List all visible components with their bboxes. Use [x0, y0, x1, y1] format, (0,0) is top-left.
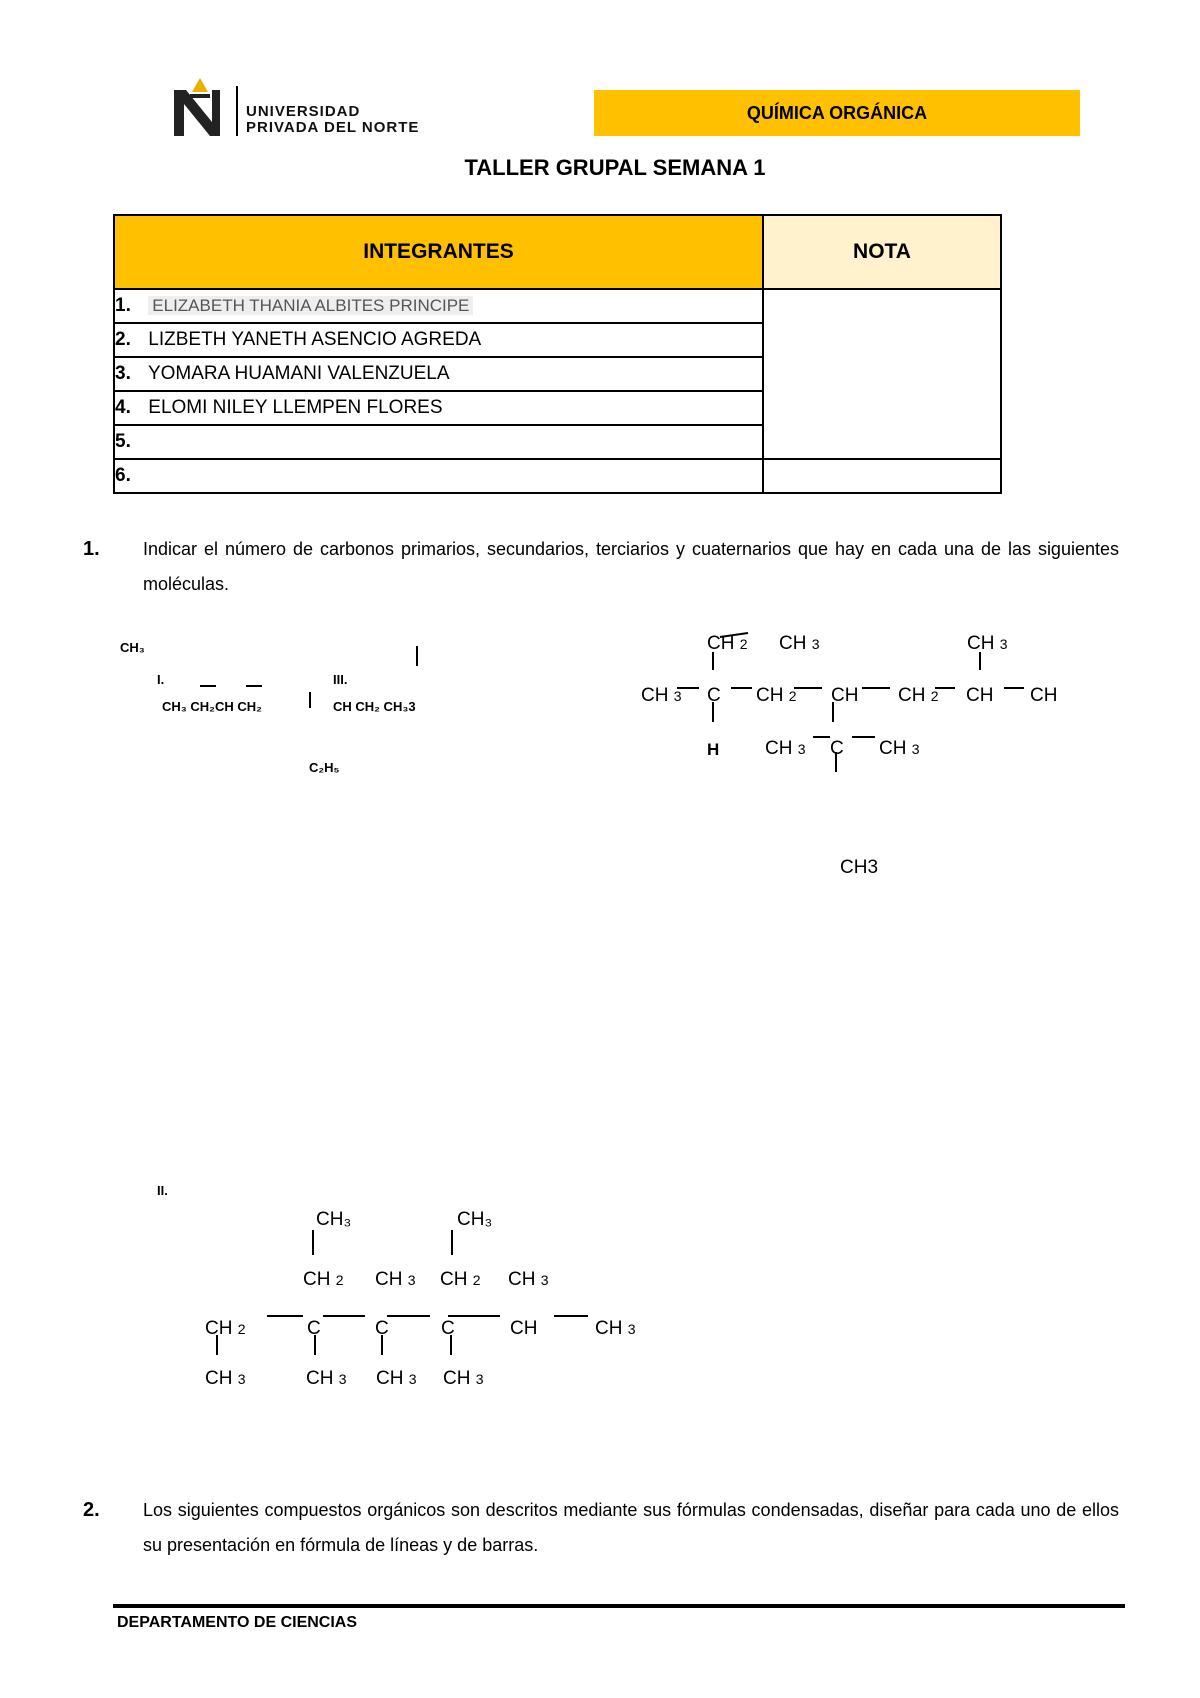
mol3-bottom: CH3 — [840, 857, 879, 878]
question-text: Los siguientes compuestos orgánicos son descritos mediante sus fórmulas condensadas, diseñar para cada uno de ellos su presentación en fórmula de líneas y de barras. — [143, 1500, 1119, 1555]
mol2-label: II. — [157, 1183, 168, 1198]
mol2-r1d — [508, 1269, 549, 1291]
mol3-hydrogen: H — [707, 740, 720, 759]
member-number: 3. — [115, 363, 131, 384]
mol3-b3 — [879, 738, 920, 760]
subscript: 2 — [930, 688, 939, 704]
course-title: QUÍMICA ORGÁNICA — [746, 102, 928, 123]
atom: CH — [967, 633, 995, 654]
mol2-m1 — [205, 1318, 246, 1340]
subscript: 2 — [788, 688, 797, 704]
mol3-c2: C — [707, 685, 721, 706]
atom: CH — [205, 1318, 233, 1339]
question-2 — [83, 1493, 1119, 1563]
atom: CH — [707, 633, 735, 654]
subscript: 2 — [472, 1272, 481, 1288]
members-column-header: INTEGRANTES — [114, 215, 763, 289]
mol2-b1 — [205, 1368, 246, 1390]
member-number: 4. — [115, 397, 131, 418]
mol2-top-b: CH₃ — [457, 1209, 493, 1230]
subscript: 2 — [335, 1272, 344, 1288]
mol1-label-i: I. — [157, 672, 165, 687]
member-number: 2. — [115, 329, 131, 350]
mol3-c5 — [898, 685, 939, 707]
member-number: 1. — [115, 295, 131, 316]
atom: CH — [303, 1269, 331, 1290]
subscript: 2 — [739, 636, 748, 652]
member-number: 6. — [115, 465, 131, 486]
page-title: TALLER GRUPAL SEMANA 1 — [464, 155, 766, 180]
mol2-b2 — [306, 1368, 347, 1390]
mol3-top-1 — [707, 633, 748, 655]
mol3-c7: CH — [1030, 685, 1058, 706]
grade-column-header: NOTA — [763, 215, 1001, 289]
member-number: 5. — [115, 431, 131, 452]
mol3-b2: C — [830, 738, 844, 759]
mol3-c6: CH — [966, 685, 994, 706]
member-name: LIZBETH YANETH ASENCIO AGREDA — [148, 329, 482, 350]
mol2-top-a: CH₃ — [316, 1209, 352, 1230]
atom: CH — [205, 1368, 233, 1389]
mol2-m2: C — [307, 1318, 321, 1339]
mol1-label-iii: III. — [333, 672, 348, 687]
subscript: 3 — [540, 1272, 549, 1288]
atom: CH — [306, 1368, 334, 1389]
member-name: YOMARA HUAMANI VALENZUELA — [147, 363, 450, 384]
atom: CH — [376, 1368, 404, 1389]
logo-line-2: PRIVADA DEL NORTE — [246, 119, 420, 136]
atom: CH — [756, 685, 784, 706]
subscript: 3 — [911, 741, 920, 757]
subscript: 3 — [673, 688, 682, 704]
atom: CH — [508, 1269, 536, 1290]
subscript: 3 — [407, 1272, 416, 1288]
atom: CH — [765, 738, 793, 759]
mol2-m3: C — [375, 1318, 389, 1339]
atom: CH — [898, 685, 926, 706]
footer-divider — [113, 1604, 1125, 1608]
subscript: 3 — [475, 1371, 484, 1387]
mol3-c3 — [756, 685, 797, 707]
atom: CH — [779, 633, 807, 654]
mol2-r1c — [440, 1269, 481, 1291]
subscript: 3 — [237, 1371, 246, 1387]
member-name: ELOMI NILEY LLEMPEN FLORES — [148, 397, 443, 418]
logo-line-1: UNIVERSIDAD — [246, 103, 361, 120]
mol3-c4: CH — [831, 685, 859, 706]
atom: CH — [595, 1318, 623, 1339]
atom: CH — [375, 1269, 403, 1290]
subscript: 3 — [338, 1371, 347, 1387]
atom: CH — [440, 1269, 468, 1290]
mol2-r1b — [375, 1269, 416, 1291]
mol3-b1 — [765, 738, 806, 760]
question-number: 1. — [83, 538, 100, 560]
mol3-top-3 — [967, 633, 1008, 655]
subscript: 3 — [999, 636, 1008, 652]
member-name: ELIZABETH THANIA ALBITES PRINCIPE — [148, 296, 473, 315]
mol1-chain-2: CH CH₂ CH₃3 — [333, 699, 416, 714]
mol2-m4: C — [441, 1318, 455, 1339]
subscript: 3 — [811, 636, 820, 652]
subscript: 2 — [237, 1321, 246, 1337]
subscript: 3 — [627, 1321, 636, 1337]
mol1-chain: CH₃ CH₂CH CH₂ — [162, 699, 262, 714]
subscript: 3 — [797, 741, 806, 757]
atom: CH — [443, 1368, 471, 1389]
mol2-b3 — [376, 1368, 417, 1390]
mol3-top-2 — [779, 633, 820, 655]
atom: CH — [879, 738, 907, 759]
mol2-m5: CH — [510, 1318, 538, 1339]
mol1-branch: C₂H₅ — [309, 760, 340, 775]
mol3-c1 — [641, 685, 682, 707]
footer-department: DEPARTAMENTO DE CIENCIAS — [117, 1614, 358, 1631]
atom: CH — [641, 685, 669, 706]
mol2-r1a — [303, 1269, 344, 1291]
question-number: 2. — [83, 1499, 100, 1521]
subscript: 3 — [408, 1371, 417, 1387]
mol2-b4 — [443, 1368, 484, 1390]
mol1-top-group: CH₃ — [120, 640, 145, 655]
question-text: Indicar el número de carbonos primarios, secundarios, terciarios y cuaternarios que hay en cada una de las siguientes moléculas. — [143, 539, 1119, 594]
mol2-m6 — [595, 1318, 636, 1340]
